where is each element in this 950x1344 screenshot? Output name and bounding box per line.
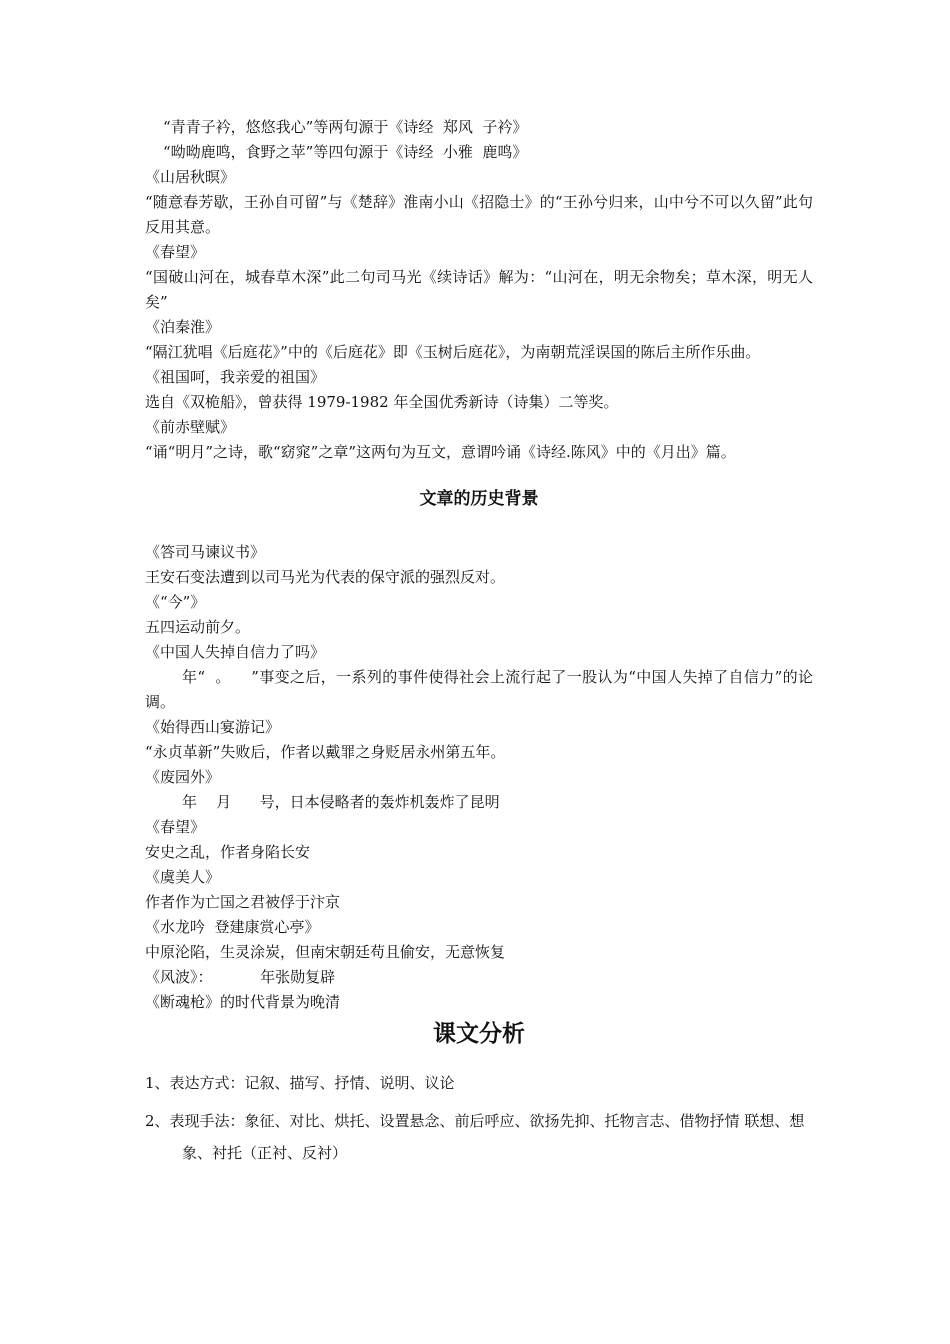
analysis-item: 1、表达方式：记叙、描写、抒情、说明、议论 xyxy=(145,1074,455,1092)
source-line: “隔江犹唱《后庭花》”中的《后庭花》即《玉树后庭花》，为南朝荒淫误国的陈后主所作乐曲。 xyxy=(145,343,761,361)
poem-title: 《前赤壁赋》 xyxy=(145,418,236,436)
background-line: 五四运动前夕。 xyxy=(145,618,251,636)
background-line: 年 月 号，日本侵略者的轰炸机轰炸了昆明 xyxy=(182,793,500,811)
document-page xyxy=(145,115,813,1169)
text-title: 《春望》 xyxy=(145,818,206,836)
source-line: “随意春芳歇，王孙自可留”与《楚辞》淮南小山《招隐士》的“王孙兮归来，山中兮不可以久留”此句反用其意。 xyxy=(145,193,813,236)
background-line: 安史之乱，作者身陷长安 xyxy=(145,843,311,861)
section-title-analysis: 课文分析 xyxy=(433,1020,525,1047)
section-sources xyxy=(145,115,813,465)
text-title: 《虞美人》 xyxy=(145,868,221,886)
text-title: 《废园外》 xyxy=(145,768,221,786)
section-title-background: 文章的历史背景 xyxy=(419,489,539,509)
background-line: 中原沦陷，生灵涂炭，但南宋朝廷苟且偷安，无意恢复 xyxy=(145,943,506,961)
poem-title: 《山居秋暝》 xyxy=(145,168,236,186)
poem-title: 《泊秦淮》 xyxy=(145,318,221,336)
source-line: “呦呦鹿鸣，食野之苹”等四句源于《诗经 小雅 鹿鸣》 xyxy=(163,143,528,161)
poem-title: 《春望》 xyxy=(145,243,206,261)
text-title: 《始得西山宴游记》 xyxy=(145,718,281,736)
source-line: 选自《双桅船》，曾获得 1979-1982 年全国优秀新诗（诗集）二等奖。 xyxy=(145,393,619,411)
section-analysis xyxy=(145,1067,813,1169)
source-line: “国破山河在，城春草木深”此二句司马光《续诗话》解为：“山河在，明无余物矣；草木深，明无人矣” xyxy=(145,268,813,311)
background-line: 《风波》： 年张勋复辟 xyxy=(145,968,336,986)
background-line: 年“ 。 ”事变之后，一系列的事件使得社会上流行起了一股认为“中国人失掉了自信力”的论调。 xyxy=(145,668,813,711)
analysis-item: 2、表现手法：象征、对比、烘托、设置悬念、前后呼应、欲扬先抑、托物言志、借物抒情 联想、想象、衬托（正衬、反衬） xyxy=(145,1112,805,1162)
background-line: 王安石变法遭到以司马光为代表的保守派的强烈反对。 xyxy=(145,568,506,586)
background-line: “永贞革新”失败后，作者以戴罪之身贬居永州第五年。 xyxy=(145,743,506,761)
text-title: 《中国人失掉自信力了吗》 xyxy=(145,643,326,661)
source-line: “诵“明月”之诗，歌“窈窕”之章”这两句为互文，意谓吟诵《诗经.陈风》中的《月出》篇。 xyxy=(145,443,736,461)
text-title: 《答司马谏议书》 xyxy=(145,543,266,561)
text-title: 《水龙吟 登建康赏心亭》 xyxy=(145,918,320,936)
background-line: 作者作为亡国之君被俘于汴京 xyxy=(145,893,341,911)
source-line: “青青子衿，悠悠我心”等两句源于《诗经 郑风 子衿》 xyxy=(163,118,528,136)
poem-title: 《祖国呵，我亲爱的祖国》 xyxy=(145,368,326,386)
section-background xyxy=(145,540,813,1015)
background-line: 《断魂枪》的时代背景为晚清 xyxy=(145,993,341,1011)
text-title: 《“今”》 xyxy=(145,593,206,611)
